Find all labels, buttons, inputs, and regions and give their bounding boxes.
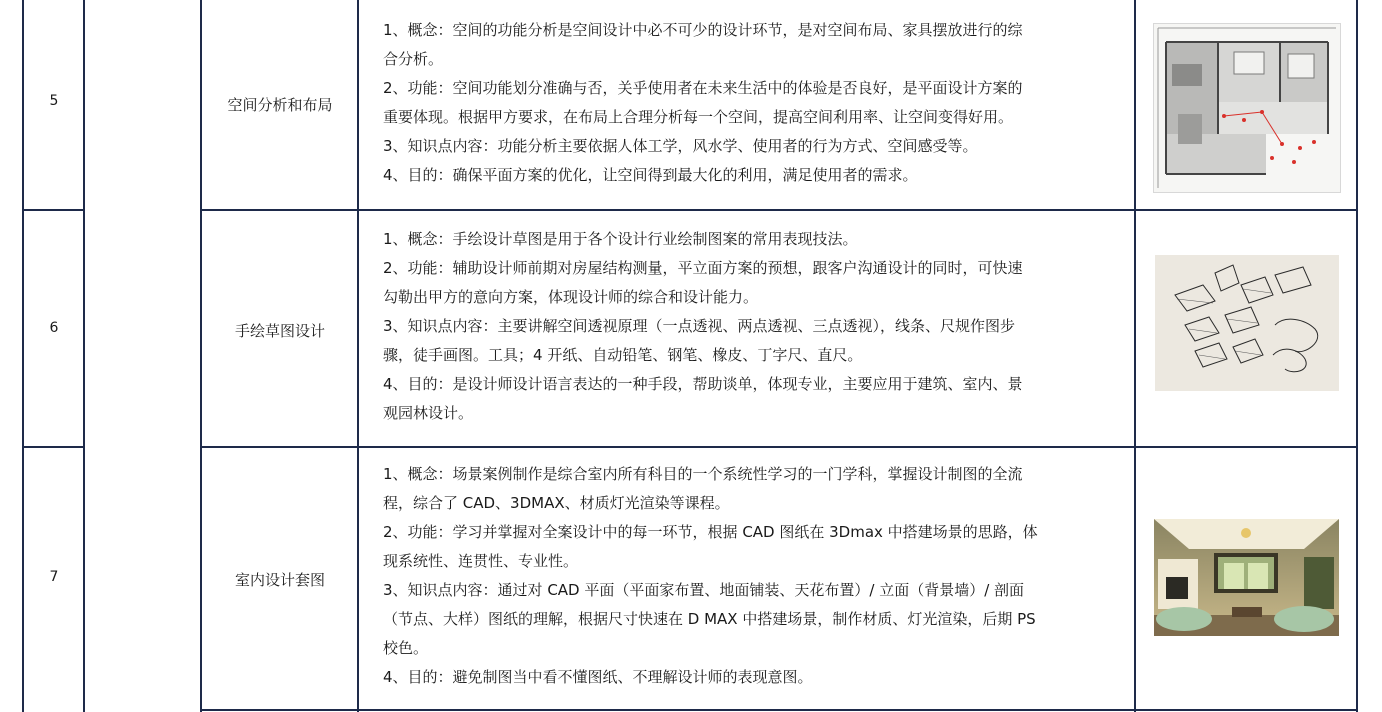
- description-line: 重要体现。根据甲方要求，在布局上合理分析每一个空间，提高空间利用率、让空间变得好用。: [383, 108, 1014, 126]
- hand-sketch-image: [1155, 255, 1339, 391]
- description-line: 3、知识点内容：主要讲解空间透视原理（一点透视、两点透视、三点透视），线条、尺规作图步: [383, 317, 1016, 335]
- row-title: 手绘草图设计: [234, 322, 325, 340]
- description-line: 4、目的：确保平面方案的优化，让空间得到最大化的利用，满足使用者的需求。: [383, 166, 918, 184]
- description-line: 1、概念：手绘设计草图是用于各个设计行业绘制图案的常用表现技法。: [383, 230, 858, 248]
- description-line: 合分析。: [383, 50, 444, 68]
- description-line: 3、知识点内容：通过对 CAD 平面（平面家布置、地面铺装、天花布置）/ 立面（背景墙）/ 剖面: [383, 581, 1025, 599]
- table-border: [200, 446, 1358, 448]
- row-number: 5: [49, 93, 59, 109]
- row-description: [383, 225, 1123, 428]
- floor-plan-image: [1153, 23, 1341, 193]
- table-border: [200, 709, 1358, 711]
- description-line: 校色。: [383, 639, 429, 657]
- description-line: 3、知识点内容：功能分析主要依据人体工学，风水学、使用者的行为方式、空间感受等。: [383, 137, 978, 155]
- row-description: [383, 16, 1123, 190]
- row-number: 6: [49, 320, 59, 336]
- description-line: 现系统性、连贯性、专业性。: [383, 552, 579, 570]
- row-title: 空间分析和布局: [227, 96, 333, 114]
- table-border: [1356, 0, 1358, 712]
- description-line: 骤，徒手画图。工具；4 开纸、自动铅笔、钢笔、橡皮、丁字尺、直尺。: [383, 346, 863, 364]
- table-border: [200, 209, 1358, 211]
- row-title: 室内设计套图: [234, 571, 325, 589]
- interior-render-image: [1154, 519, 1339, 636]
- description-line: 2、功能：学习并掌握对全案设计中的每一环节，根据 CAD 图纸在 3Dmax 中搭建场景的思路，体: [383, 523, 1038, 541]
- table-border: [22, 209, 85, 211]
- description-line: 2、功能：辅助设计师前期对房屋结构测量，平立面方案的预想，跟客户沟通设计的同时，可快速: [383, 259, 1023, 277]
- table-border: [22, 446, 85, 448]
- description-line: 4、目的：是设计师设计语言表达的一种手段，帮助谈单，体现专业，主要应用于建筑、室内、景: [383, 375, 1023, 393]
- description-line: 1、概念：场景案例制作是综合室内所有科目的一个系统性学习的一门学科，掌握设计制图的全流: [383, 465, 1023, 483]
- description-line: 2、功能：空间功能划分准确与否，关乎使用者在未来生活中的体验是否良好，是平面设计方案的: [383, 79, 1023, 97]
- description-line: 观园林设计。: [383, 404, 474, 422]
- description-line: 4、目的：避免制图当中看不懂图纸、不理解设计师的表现意图。: [383, 668, 813, 686]
- description-line: （节点、大样）图纸的理解，根据尺寸快速在 D MAX 中搭建场景，制作材质、灯光渲染，后期 PS: [383, 610, 1036, 628]
- description-line: 1、概念：空间的功能分析是空间设计中必不可少的设计环节，是对空间布局、家具摆放进行的综: [383, 21, 1023, 39]
- table-border: [1134, 0, 1136, 712]
- description-line: 程，综合了 CAD、3DMAX、材质灯光渲染等课程。: [383, 494, 730, 512]
- description-line: 勾勒出甲方的意向方案，体现设计师的综合和设计能力。: [383, 288, 759, 306]
- row-description: [383, 460, 1123, 692]
- row-number: 7: [49, 569, 59, 585]
